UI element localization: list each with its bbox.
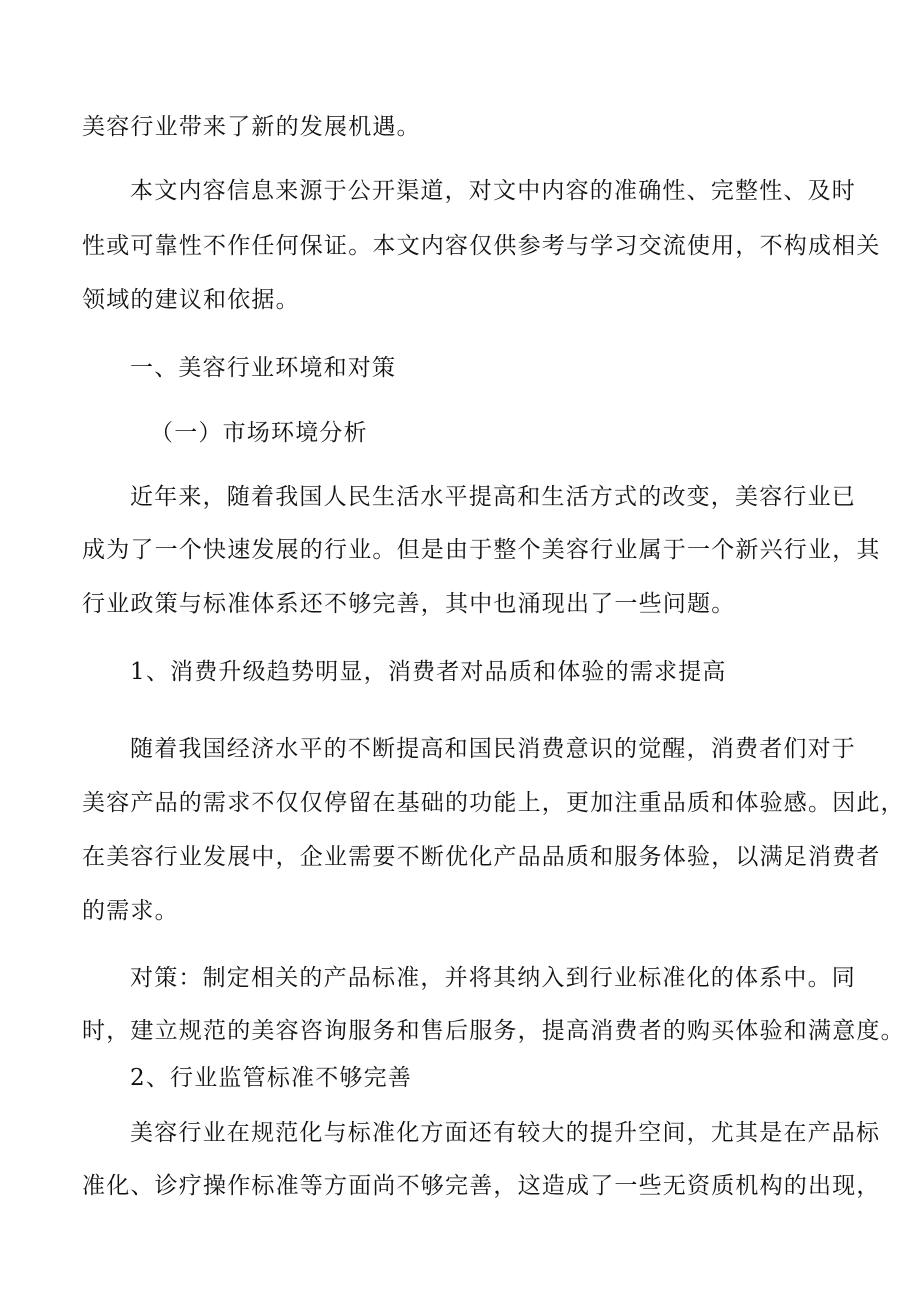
paragraph-line: 美容行业带来了新的发展机遇。 <box>82 114 421 140</box>
section-heading: 一、美容行业环境和对策 <box>130 355 397 381</box>
paragraph-line: 美容产品的需求不仅仅停留在基础的功能上，更加注重品质和体验感。因此， <box>82 790 905 816</box>
paragraph-line: 成为了一个快速发展的行业。但是由于整个美容行业属于一个新兴行业，其 <box>82 537 881 563</box>
item-heading: 2、行业监管标准不够完善 <box>130 1065 413 1091</box>
paragraph-line: 本文内容信息来源于公开渠道，对文中内容的准确性、完整性、及时 <box>130 178 856 204</box>
paragraph-line: 领域的建议和依据。 <box>82 287 300 313</box>
paragraph-line: 近年来，随着我国人民生活水平提高和生活方式的改变，美容行业已 <box>130 484 856 510</box>
item-heading: 1、消费升级趋势明显，消费者对品质和体验的需求提高 <box>130 659 727 685</box>
paragraph-line: 行业政策与标准体系还不够完善，其中也涌现出了一些问题。 <box>82 591 736 617</box>
paragraph-line: 在美容行业发展中，企业需要不断优化产品品质和服务体验，以满足消费者 <box>82 844 881 870</box>
paragraph-line: 准化、诊疗操作标准等方面尚不够完善，这造成了一些无资质机构的出现， <box>82 1173 881 1199</box>
paragraph-line: 性或可靠性不作任何保证。本文内容仅供参考与学习交流使用，不构成相关 <box>82 233 881 259</box>
paragraph-line: 时，建立规范的美容咨询服务和售后服务，提高消费者的购买体验和满意度。 <box>82 1018 905 1044</box>
paragraph-line: 的需求。 <box>82 898 179 924</box>
paragraph-line: 美容行业在规范化与标准化方面还有较大的提升空间，尤其是在产品标 <box>130 1120 881 1146</box>
paragraph-line: 对策：制定相关的产品标准，并将其纳入到行业标准化的体系中。同 <box>130 965 856 991</box>
paragraph-line: 随着我国经济水平的不断提高和国民消费意识的觉醒，消费者们对于 <box>130 736 856 762</box>
subsection-heading: （一）市场环境分析 <box>150 420 368 446</box>
